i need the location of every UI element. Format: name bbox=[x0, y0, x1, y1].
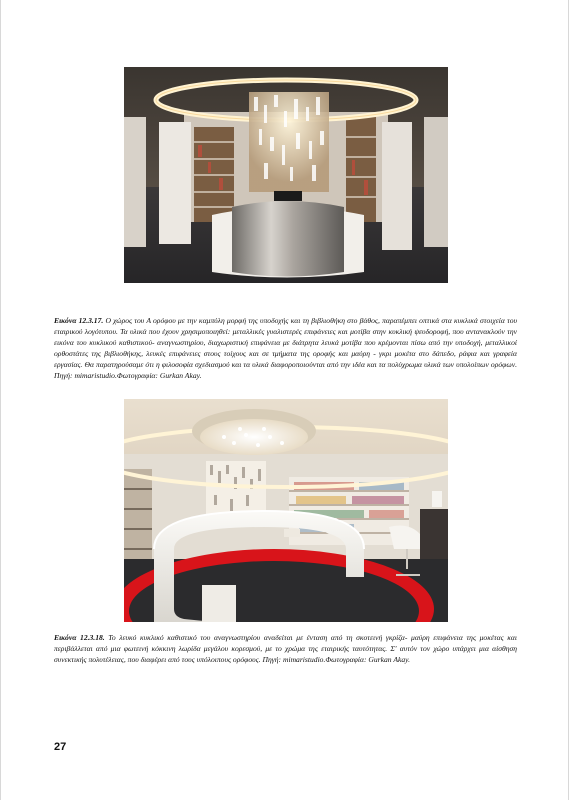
photo-reception-desk bbox=[124, 67, 448, 283]
page-number: 27 bbox=[54, 741, 67, 753]
figure-label-1: Εικόνα 12.3.17. bbox=[54, 315, 104, 325]
figure-caption-2 bbox=[54, 632, 517, 665]
figure-text-2: Το λευκό κυκλικό καθιστικό του αναγνωστηρίου αναδείται με ένταση από τη σκοτεινή γκρίζα- μαύρη επιφάνεια της μοκέτας και περιβάλλεται από μια φωτεινή κόκκινη λωρίδα μεγάλου κορεσμού, με το χρώμα της εταιρικής ταυτότητας. Σ' αυτόν τον χώρο υπάρχει μια αίσθηση συνεκτικής πολυτέλειας, που διαφέρει από τους υπόλοιπους ορόφους. Πηγή: mimaristudio.Φωτογραφία: Gurkan Akay. bbox=[54, 632, 517, 664]
figure-caption-1 bbox=[54, 315, 517, 381]
figure-label-2: Εικόνα 12.3.18. bbox=[54, 632, 105, 642]
photo-reception-desk-image bbox=[124, 67, 448, 283]
photo-circular-lounge bbox=[124, 399, 448, 622]
figure-text-1: Ο χώρος του Α ορόφου με την καμπύλη μορφή της υποδοχής και τη βιβλιοθήκη στο βάθος, παραπέμπει οπτικά στα κυκλικά στοιχεία του εταιρικού λογότυπου. Τα υλικά που έχουν χρησιμοποιηθεί: μεταλλικές γυαλιστερές επιφάνειες και μοτίβα στην κυκλική ψευδοροφή, που αντανακλούν την εικόνα του κυκλικού καθιστικού- αναγνωστηρίου, διαχωριστική επιφάνεια με διάτρητα λευκά μοτίβα που κρέμονται πίσω από την υποδοχή, μεταλλικοί ορθοστάτες της βιβλιοθήκης, λευκές επιφάνειες στους τοίχους και σε τμήματα της οροφής και μαύρη - γκρι μοκέτα στο δάπεδο, ράφια και γραφεία εργασίας. Θα παρατηρούσαμε ότι η φιλοσοφία σχεδιασμού και τα υλικά διαφοροποιούνται από την ιδέα και τα πολύχρωμα υλικά των υπολοίπων ορόφων. Πηγή: mimaristudio.Φωτογραφία: Gurkan Akay. bbox=[54, 315, 517, 380]
photo-circular-lounge-image bbox=[124, 399, 448, 622]
